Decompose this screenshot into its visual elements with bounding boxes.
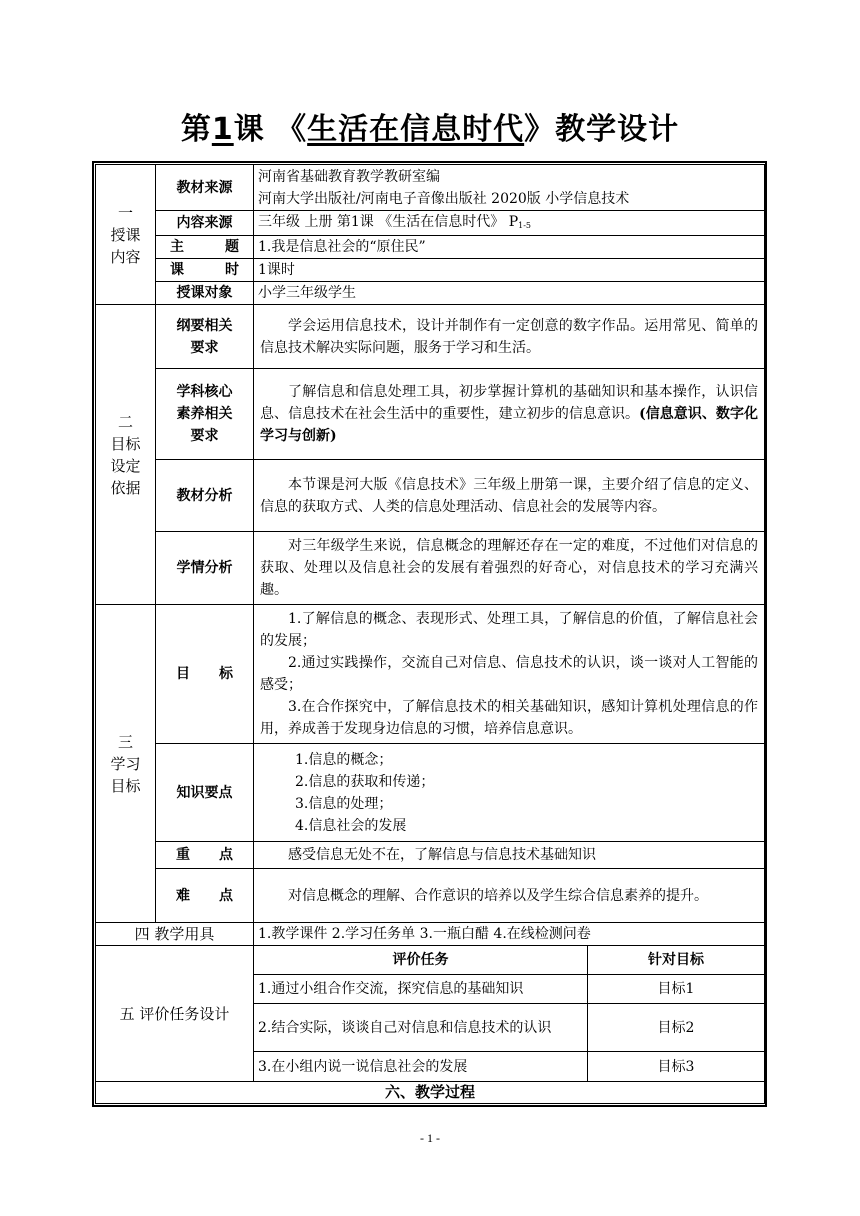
section-6-title: 六、教学过程: [96, 1082, 765, 1104]
knowledge-item: 1.信息的概念；: [295, 751, 393, 768]
outline-value: 学会运用信息技术，设计并制作有一定创意的数字作品。运用常见、简单的信息技术解决实际问题，服务于学习和生活。: [254, 305, 765, 369]
theme-label: 主题: [156, 236, 254, 259]
hours-label: 课时: [156, 259, 254, 282]
hours-value: 1课时: [254, 259, 765, 282]
source-value: 河南省基础教育教学教研室编 河南大学出版社/河南电子音像出版社 2020版 小学信息技术: [254, 165, 765, 211]
goal-list: [254, 605, 765, 744]
key-point-label: 重点: [156, 842, 254, 869]
section-3-title: 三 学习 目标: [96, 605, 156, 923]
knowledge-item: 2.信息的获取和传递；: [295, 773, 435, 790]
page-range: 1-5: [518, 221, 532, 230]
title-prefix: 第: [180, 112, 212, 147]
knowledge-label: 知识要点: [156, 744, 254, 842]
textbook-analysis-label: 教材分析: [156, 460, 254, 532]
knowledge-item: 3.信息的处理；: [295, 795, 393, 812]
core-value: 了解信息和信息处理工具，初步掌握计算机的基础知识和基本操作，认识信息、信息技术在社会生活中的重要性，建立初步的信息意识。(信息意识、数字化学习与创新): [254, 369, 765, 460]
target-goal-cell: 目标2: [588, 1004, 765, 1052]
content-source-label: 内容来源: [156, 211, 254, 236]
core-label: 学科核心 素养相关 要求: [156, 369, 254, 460]
difficult-point-value: 对信息概念的理解、合作意识的培养以及学生综合信息素养的提升。: [254, 869, 765, 923]
goal-item: 2.通过实践操作，交流自己对信息、信息技术的认识，谈一谈对人工智能的感受；: [260, 655, 758, 693]
target-goal-cell: 目标1: [588, 975, 765, 1004]
section-2-title: 二 目标 设定 依据: [96, 305, 156, 605]
goal-label: 目标: [156, 605, 254, 744]
teaching-tools-value: 1.教学课件 2.学习任务单 3.一瓶白醋 4.在线检测问卷: [254, 923, 765, 946]
target-value: 小学三年级学生: [254, 282, 765, 305]
student-analysis-label: 学情分析: [156, 532, 254, 605]
goal-item: 3.在合作探究中，了解信息技术的相关基础知识，感知计算机处理信息的作用，养成善于发现身边信息的习惯，培养信息意识。: [260, 699, 758, 737]
target-label: 授课对象: [156, 282, 254, 305]
key-point-value: 感受信息无处不在，了解信息与信息技术基础知识: [254, 842, 765, 869]
difficult-point-label: 难点: [156, 869, 254, 923]
page-title: [0, 104, 860, 148]
knowledge-list: [254, 744, 765, 842]
target-goal-cell: 目标3: [588, 1052, 765, 1082]
content-source-value: 三年级 上册 第1课 《生活在信息时代》 $P_{1-5}$: [254, 211, 765, 236]
page-number: - 1 -: [420, 1131, 440, 1145]
goal-item: 1.了解信息的概念、表现形式、处理工具，了解信息的价值，了解信息社会的发展；: [260, 611, 758, 649]
outline-label: 纲要相关 要求: [156, 305, 254, 369]
source-label: 教材来源: [156, 165, 254, 211]
section-1-title: 一 授课 内容: [96, 165, 156, 305]
title-mid: 课 《: [233, 112, 308, 147]
lesson-number: 1: [211, 112, 234, 147]
eval-task-cell: 1.通过小组合作交流，探究信息的基础知识: [254, 975, 588, 1004]
textbook-analysis-value: 本节课是河大版《信息技术》三年级上册第一课，主要介绍了信息的定义、信息的获取方式、人类的信息处理活动、信息社会的发展等内容。: [254, 460, 765, 532]
knowledge-item: 4.信息社会的发展: [295, 817, 407, 834]
title-suffix: 》教学设计: [524, 112, 680, 147]
lesson-title: 生活在信息时代: [307, 112, 525, 147]
lesson-plan-table: [95, 164, 765, 1104]
section-4-title: 四 教学用具: [96, 923, 254, 946]
eval-task-header: 评价任务: [254, 946, 588, 975]
core-literacy-note: (信息意识、数字化学习与创新): [260, 406, 759, 444]
student-analysis-value: 对三年级学生来说，信息概念的理解还存在一定的难度，不过他们对信息的获取、处理以及信息社会的发展有着强烈的好奇心，对信息技术的学习充满兴趣。: [254, 532, 765, 605]
eval-task-cell: 2.结合实际，谈谈自己对信息和信息技术的认识: [254, 1004, 588, 1052]
theme-value: 1.我是信息社会的“原住民”: [254, 236, 765, 259]
target-goal-header: 针对目标: [588, 946, 765, 975]
eval-task-cell: 3.在小组内说一说信息社会的发展: [254, 1052, 588, 1082]
section-5-title: 五 评价任务设计: [96, 946, 254, 1082]
